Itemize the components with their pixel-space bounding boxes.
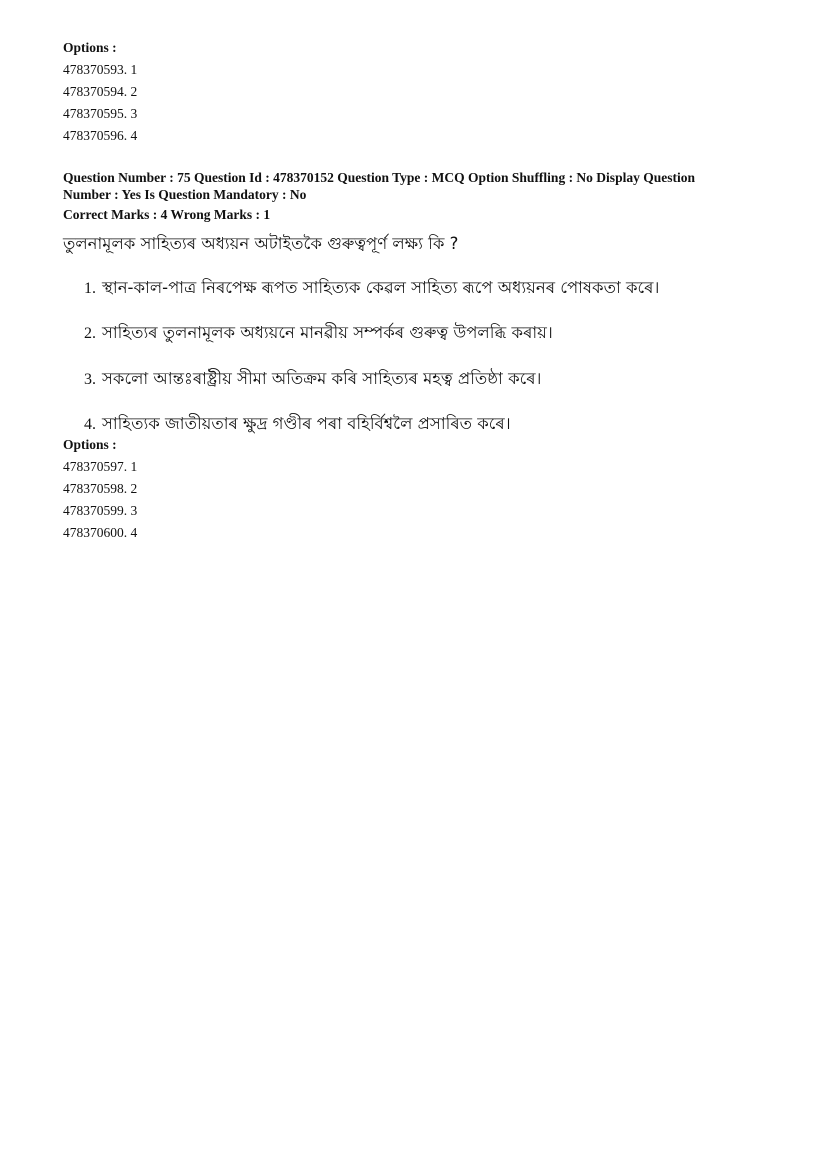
question-marks: Correct Marks : 4 Wrong Marks : 1 bbox=[63, 207, 271, 222]
options-heading: Options : bbox=[63, 437, 117, 452]
statement-number: 2. bbox=[84, 325, 96, 342]
statement-item bbox=[84, 411, 511, 438]
option-item: 478370598. 2 bbox=[63, 481, 138, 496]
statement-item bbox=[84, 320, 553, 347]
option-item: 478370600. 4 bbox=[63, 525, 138, 540]
question-meta-line-2: Number : Yes Is Question Mandatory : No bbox=[63, 187, 307, 202]
statement-number: 3. bbox=[84, 371, 96, 388]
statement-text: স্থান-কাল-পাত্ৰ নিৰপেক্ষ ৰূপত সাহিত্যক কেৱল সাহিত্য ৰূপে অধ্যয়নৰ পোষকতা কৰে। bbox=[102, 278, 660, 297]
statement-number: 4. bbox=[84, 416, 96, 433]
statement-text: সাহিত্যৰ তুলনামূলক অধ্যয়নে মানৱীয় সম্পৰ্কৰ গুৰুত্ব উপলব্ধি কৰায়। bbox=[102, 323, 553, 342]
statement-text: সকলো আন্তঃৰাষ্ট্ৰীয় সীমা অতিক্ৰম কৰি সাহিত্যৰ মহত্ব প্ৰতিষ্ঠা কৰে। bbox=[102, 369, 542, 388]
prev-option-item: 478370594. 2 bbox=[63, 84, 138, 99]
prev-option-item: 478370595. 3 bbox=[63, 106, 138, 121]
statement-number: 1. bbox=[84, 280, 96, 297]
prev-option-item: 478370596. 4 bbox=[63, 128, 138, 143]
question-meta-line-1: Question Number : 75 Question Id : 478370152 Question Type : MCQ Option Shuffling : No Display Question bbox=[63, 170, 695, 185]
statement-text: সাহিত্যক জাতীয়তাৰ ক্ষুদ্ৰ গণ্ডীৰ পৰা বহিৰ্বিশ্বলৈ প্ৰসাৰিত কৰে। bbox=[102, 414, 511, 433]
question-text: তুলনামূলক সাহিত্যৰ অধ্যয়ন অটাইতকৈ গুৰুত্বপূৰ্ণ লক্ষ্য কি ? bbox=[63, 234, 459, 253]
statement-item bbox=[84, 366, 541, 393]
prev-option-item: 478370593. 1 bbox=[63, 62, 138, 77]
option-item: 478370597. 1 bbox=[63, 459, 138, 474]
option-item: 478370599. 3 bbox=[63, 503, 138, 518]
statement-item bbox=[84, 275, 659, 302]
prev-options-heading: Options : bbox=[63, 40, 117, 55]
